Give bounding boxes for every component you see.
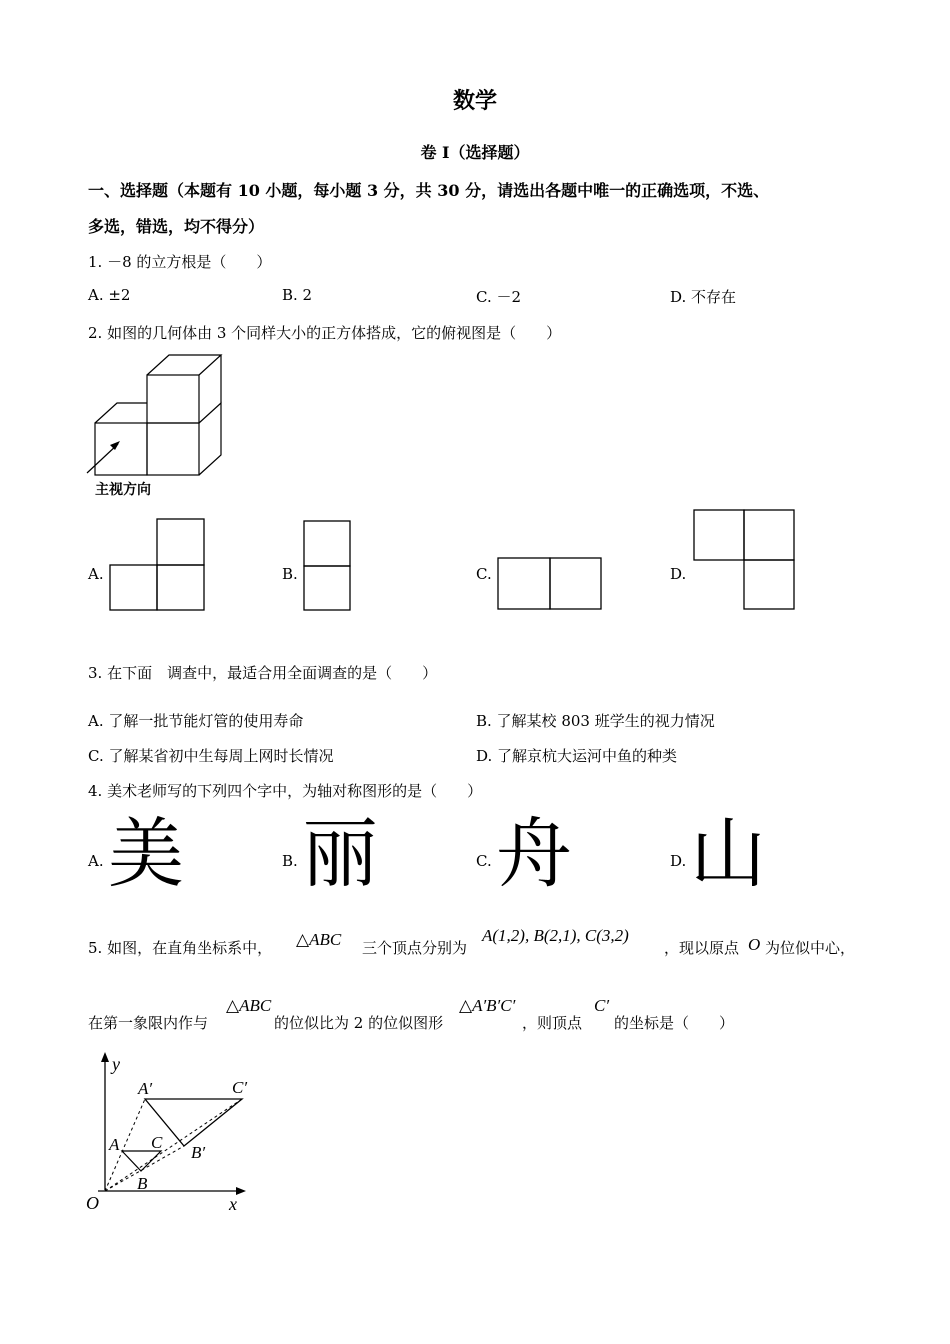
question-5-line1-c: ，现以原点 [664,939,740,957]
q2-option-a-label[interactable]: A. [88,565,104,583]
triangle-abc-label: △ABC [296,930,342,949]
cube-stack-figure [80,340,230,490]
q1-option-b[interactable]: B. 2 [282,286,313,304]
q4-option-c-label[interactable]: C. [476,852,492,870]
q2-option-a-diagram[interactable] [108,517,208,613]
question-1-stem: 1. －8 的立方根是（ ） [88,253,272,271]
question-5-line2-a: 在第一象限内作与 [88,1014,209,1032]
q2-option-c-diagram[interactable] [496,556,604,613]
q3-option-d[interactable]: D. 了解京杭大运河中鱼的种类 [476,747,678,765]
q3-option-c[interactable]: C. 了解某省初中生每周上网时长情况 [88,747,334,765]
triangle-abc-label-2: △ABC [226,996,272,1015]
origin-point-label: O [86,1193,99,1213]
question-5-line2-c: ，则顶点 [522,1014,583,1032]
q2-option-c-label[interactable]: C. [476,565,492,583]
question-5-line2-b: 的位似比为 2 的位似图形 [274,1014,444,1032]
question-4-stem: 4. 美术老师写的下列四个字中，为轴对称图形的是（ ） [88,782,483,800]
q2-option-b-diagram[interactable] [302,519,354,613]
section-instructions-line1: 一、选择题（本题有 10 小题，每小题 3 分，共 30 分，请选出各题中唯一的正确选项，不选、 [88,181,770,200]
x-axis-arrow-icon [236,1187,246,1195]
page-title: 数学 [452,88,497,114]
q2-option-d-diagram[interactable] [692,508,798,613]
point-a-prime-label: A′ [138,1079,153,1098]
point-b-label: B [137,1174,148,1193]
q4-character-mei[interactable]: 美 [108,809,184,898]
question-3-stem: 3. 在下面 调查中，最适合用全面调查的是（ ） [88,664,438,682]
point-a-label: A [109,1135,120,1154]
q4-option-b-label[interactable]: B. [282,852,298,870]
q3-option-a[interactable]: A. 了解一批节能灯管的使用寿命 [88,712,304,730]
origin-label: O [748,935,761,954]
q4-character-zhou[interactable]: 舟 [496,809,572,898]
q2-option-d-label[interactable]: D. [670,565,687,583]
section-instructions-line2: 多选，错选，均不得分） [88,217,265,236]
q1-option-a[interactable]: A. ±2 [88,286,131,304]
coordinate-graph [80,1050,270,1218]
question-5-line1-b: 三个顶点分别为 [362,939,468,957]
triangle-prime-label: △A′B′C′ [459,996,516,1015]
c-prime-label: C′ [594,996,610,1015]
question-5-line2-d: 的坐标是（ ） [614,1014,735,1032]
point-b-prime-label: B′ [191,1143,206,1162]
q4-character-shan[interactable]: 山 [690,809,766,898]
point-c-label: C [151,1133,163,1152]
q2-option-b-label[interactable]: B. [282,565,298,583]
y-axis-label: y [112,1054,120,1074]
view-direction-caption: 主视方向 [95,482,151,498]
q4-option-d-label[interactable]: D. [670,852,687,870]
paper-subtitle: 卷 I（选择题） [420,143,530,162]
x-axis-label: x [229,1194,237,1214]
q1-option-c[interactable]: C. －2 [476,288,522,306]
y-axis-arrow-icon [101,1052,109,1062]
q4-character-li[interactable]: 丽 [302,809,378,898]
question-5-line1-a: 5. 如图，在直角坐标系中， [88,939,273,957]
vertices-coordinates: A(1,2), B(2,1), C(3,2) [482,926,629,945]
q3-option-b[interactable]: B. 了解某校 803 班学生的视力情况 [476,712,715,730]
question-5-line1-d: 为位似中心， [765,939,856,957]
q1-option-d[interactable]: D. 不存在 [670,288,737,306]
question-2-stem: 2. 如图的几何体由 3 个同样大小的正方体搭成，它的俯视图是（ ） [88,324,562,342]
point-c-prime-label: C′ [232,1078,248,1097]
q4-option-a-label[interactable]: A. [88,852,104,870]
